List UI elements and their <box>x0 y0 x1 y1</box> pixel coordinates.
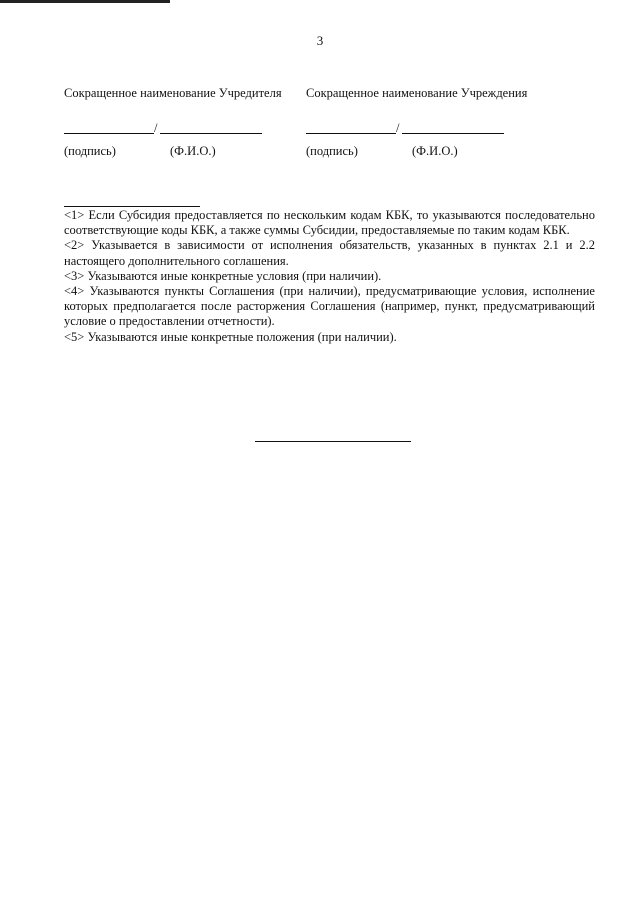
founder-signature-line <box>64 118 314 136</box>
scan-edge-line <box>0 0 170 3</box>
footnote-5: <5> Указываются иные конкретные положения (при наличии). <box>64 329 397 344</box>
founder-short-name-label: Сокращенное наименование Учредителя <box>64 86 282 100</box>
footnotes-list <box>64 208 595 345</box>
founder-sign-caption: (подпись) <box>64 144 116 158</box>
institution-fio-caption: (Ф.И.О.) <box>412 144 458 158</box>
founder-signature-blank <box>64 133 154 134</box>
founder-fio-caption: (Ф.И.О.) <box>170 144 216 158</box>
document-end-rule <box>255 441 411 442</box>
institution-signature-line <box>306 118 556 136</box>
footnote-3: <3> Указываются иные конкретные условия (при наличии). <box>64 268 382 283</box>
founder-signature-slash: / <box>154 121 158 135</box>
institution-short-name-label: Сокращенное наименование Учреждения <box>306 86 528 100</box>
institution-signature-blank <box>306 133 396 134</box>
footnote-separator <box>64 206 200 207</box>
institution-signature-captions <box>306 144 556 160</box>
signature-block-founder <box>64 86 314 160</box>
footnote-2: <2> Указывается в зависимости от исполнения обязательств, указанных в пунктах 2.1 и 2.2 настоящего дополнительного соглашения. <box>64 238 595 268</box>
institution-sign-caption: (подпись) <box>306 144 358 158</box>
institution-fio-blank <box>402 133 504 134</box>
footnote-1: <1> Если Субсидия предоставляется по нескольким кодам КБК, то указываются последовательно соответствующие коды КБК, а также суммы Субсидии, предоставляемые по таким кодам КБК. <box>64 208 595 238</box>
signature-block-institution <box>306 86 556 160</box>
institution-signature-slash: / <box>396 121 400 135</box>
founder-signature-captions <box>64 144 314 160</box>
founder-fio-blank <box>160 133 262 134</box>
page-number: 3 <box>316 33 324 48</box>
footnote-4: <4> Указываются пункты Соглашения (при наличии), предусматривающие условия, исполнение которых предполагается после расторжения Соглашения (например, пункт, предусматривающий условие о предоставлении отчетности). <box>64 284 595 329</box>
